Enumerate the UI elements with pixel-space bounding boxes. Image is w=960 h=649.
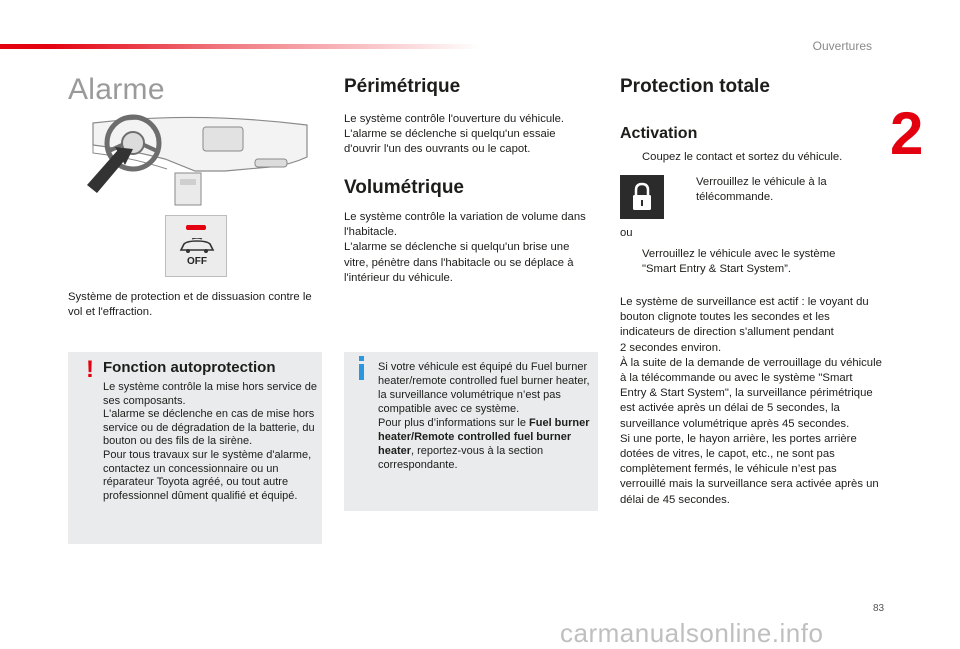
step-3 [620,247,870,277]
or-label: ou [620,227,633,239]
warning-title: Fonction autoprotection [103,359,276,376]
info-text-bold: Fuel burner heater/Remote controlled fuel burner heater [378,417,590,457]
car-alarm-icon [177,238,217,254]
step-2 [677,175,867,205]
section-name: Ouvertures [812,39,872,53]
indicator-light [186,225,206,230]
step-2-text: Verrouillez le véhicule à la télécommande. [696,176,827,204]
info-text-2-end: , reportez-vous à la section correspondante. [378,445,544,471]
info-text-2-start: Pour plus d’informations sur le [378,417,530,429]
dashboard-illustration [85,113,310,206]
step-1 [620,150,870,165]
off-label: OFF [187,256,207,267]
volumetrique-title: Volumétrique [344,177,464,198]
activation-subtitle: Activation [620,125,698,142]
chapter-number: 2 [890,100,924,167]
lock-button-figure [620,175,664,219]
perimetrique-title: Périmétrique [344,76,461,97]
padlock-icon [620,175,664,219]
info-text-1: Si votre véhicule est équipé du Fuel burner heater/remote controlled fuel burner heater, la surveillance volumétrique n’est pas compatible avec ce système. [378,361,590,415]
info-text [378,360,592,472]
info-icon [357,356,366,380]
perimetrique-text: Le système contrôle l'ouverture du véhicule. L'alarme se déclenche si quelqu'un essaie d'ouvrir l'un des ouvrants ou le capot. [344,113,565,156]
warning-text: Le système contrôle la mise hors service de ses composants. L'alarme se déclenche en cas de mise hors service ou de dégradation de la batterie, du bouton ou des fils de la sirène. Pour tous travaux sur le système d'alarme, contactez un concessionnaire ou un réparateur Toyota agréé, ou tout autre professionnel dûment qualifié et équipé. [103,381,317,502]
step-1-text: Coupez le contact et sortez du véhicule. [642,151,843,163]
page-number: 83 [873,603,885,614]
alarm-off-button-figure [165,215,227,277]
header-accent-bar [0,44,480,49]
watermark: carmanualsonline.info [560,618,824,648]
page-title: Alarme [68,73,165,106]
surveillance-description: Le système de surveillance est actif : le voyant du bouton clignote toutes les secondes et les indicateurs de direction s'allument pendant 2 secondes environ. À la suite de la demande de verrouillage du véhicule à la télécommande ou avec le système "Smart Entry & Start System", la surveillance périmétrique est activée après un délai de 5 secondes, la surveillance volumétrique après 45 secondes. Si une porte, le hayon arrière, les portes arrière dotées de vitres, le capot, etc., ne sont pas complètement fermés, le véhicule n’est pas verrouillé mais la surveillance sera activée après un délai de 45 secondes. [620,296,882,506]
step-3-text: Verrouillez le véhicule avec le système "Smart Entry & Start System”. [642,248,836,276]
protection-totale-title: Protection totale [620,76,770,97]
info-text-2 [378,416,592,472]
volumetrique-text: Le système contrôle la variation de volume dans l'habitacle. L'alarme se déclenche si quelqu'un brise une vitre, pénètre dans l'habitacle ou se déplace à l'intérieur du véhicule. [344,211,586,284]
figure-caption: Système de protection et de dissuasion contre le vol et l'effraction. [68,291,312,319]
warning-icon: ! [86,356,94,383]
